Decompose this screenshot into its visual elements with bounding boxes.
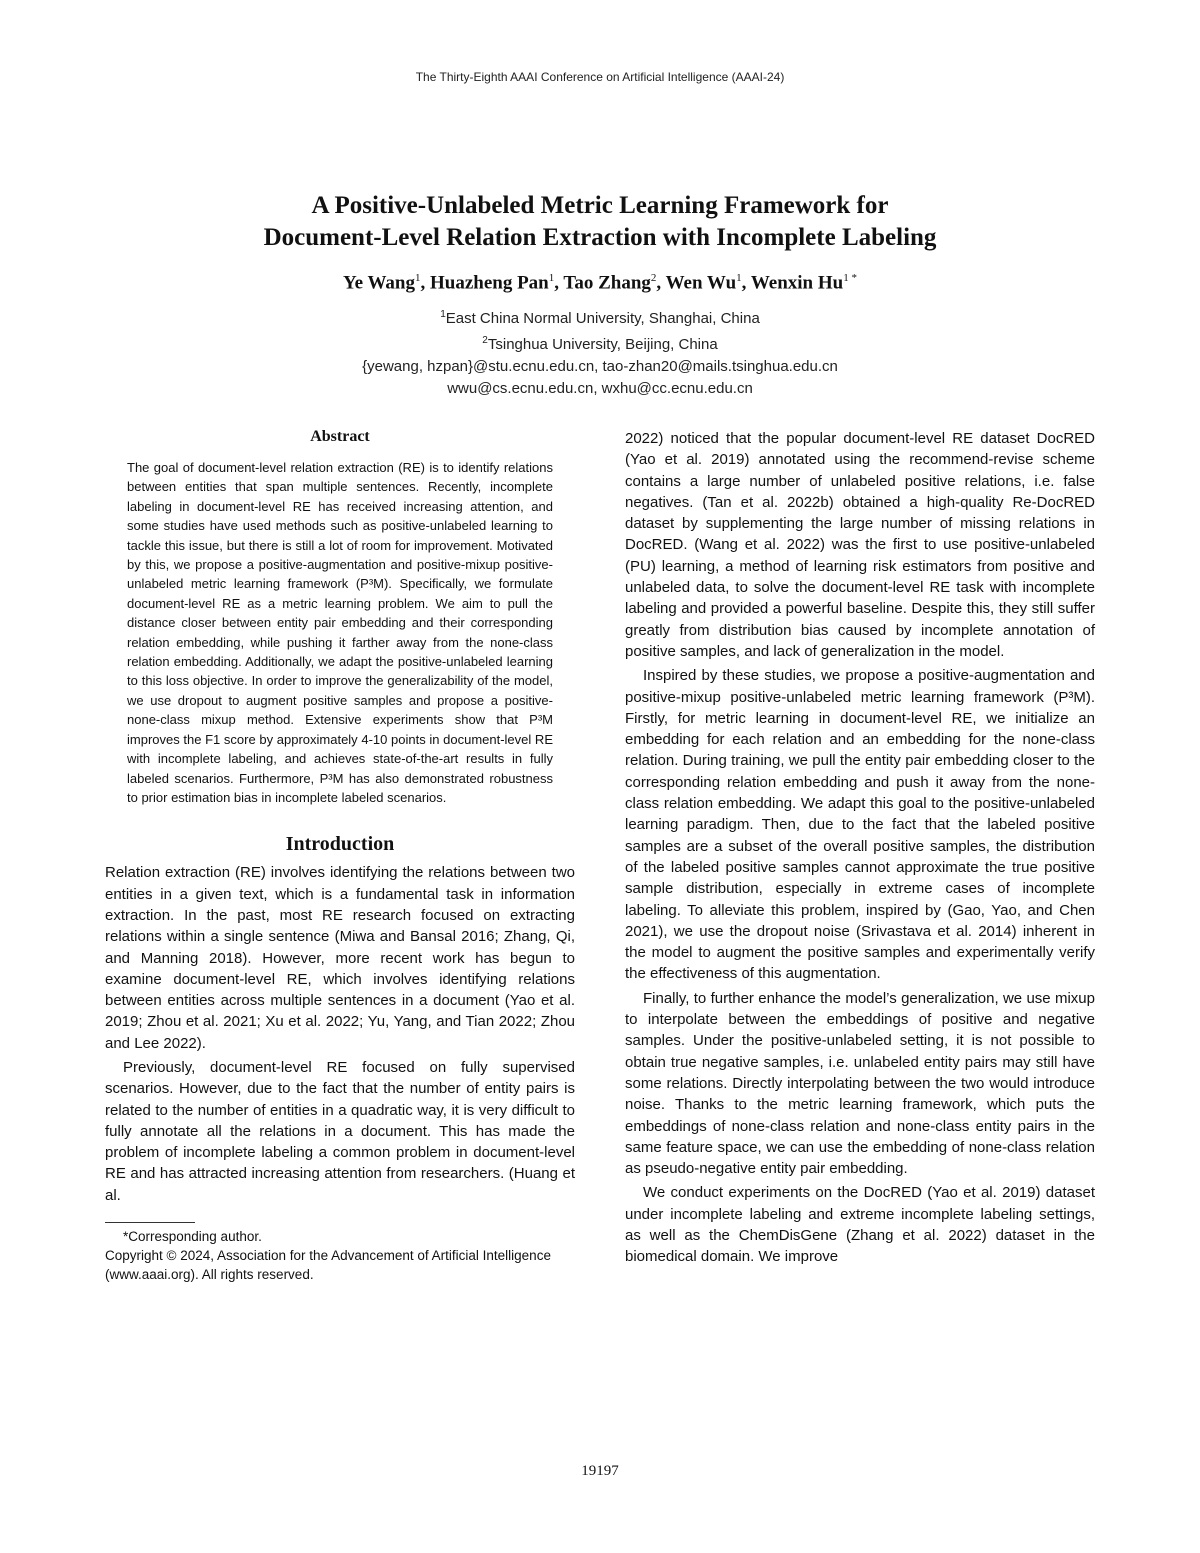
emails-line-1: {yewang, hzpan}@stu.ecnu.edu.cn, tao-zhan20@mails.tsinghua.edu.cn: [362, 358, 838, 375]
affiliation-2-sup: 2: [482, 335, 488, 346]
intro-paragraph-6: We conduct experiments on the DocRED (Yao et al. 2019) dataset under incomplete labeling and extreme incomplete labeling settings, as well as the ChemDisGene (Zhang et al. 2022) dataset in the biomedical domain. We improve: [625, 1184, 1095, 1266]
intro-paragraph-5: Finally, to further enhance the model’s generalization, we use mixup to interpolate between the embeddings of positive and negative samples. Under the positive-unlabeled setting, it is not possible to obtain true negative samples, i.e. unlabeled entity pairs may still have some relations. Directly interpolating between the two would introduce noise. Thanks to the metric learning framework, which puts the embeddings of none-class relation and none-class entity pairs in the same feature space, we can use the embedding of none-class relation as pseudo-negative entity pair embedding.: [625, 989, 1095, 1178]
author-list: [0, 272, 1200, 294]
footnote-divider: [105, 1222, 195, 1223]
author-2: , Huazheng Pan: [420, 272, 549, 294]
author-4-sup: 1: [736, 272, 742, 284]
emails-line-2: wwu@cs.ecnu.edu.cn, wxhu@cc.ecnu.edu.cn: [447, 380, 753, 397]
affiliation-1-text: East China Normal University, Shanghai, China: [445, 310, 760, 327]
abstract-text: The goal of document-level relation extraction (RE) is to identify relations between entities that span multiple sentences. Recently, incomplete labeling in document-level RE has received increasing attention, and some studies have used methods such as positive-unlabeled learning to tackle this issue, but there is still a lot of room for improvement. Motivated by this, we propose a positive-augmentation and positive-mixup positive-unlabeled metric learning framework (P³M). Specifically, we formulate document-level RE as a metric learning problem. We aim to pull the distance closer between entity pair embedding and their corresponding relation embedding, while pushing it farther away from the none-class relation embedding. Additionally, we adapt the positive-unlabeled learning to this loss objective. In order to improve the generalizability of the model, we use dropout to augment positive samples and propose a positive-none-class mixup method. Extensive experiments show that P³M improves the F1 score by approximately 4-10 points in document-level RE with incomplete labeling, and achieves state-of-the-art results in fully labeled scenarios. Furthermore, P³M has also demonstrated robustness to prior estimation bias in incomplete labeled scenarios.: [127, 460, 553, 805]
title-line-1: A Positive-Unlabeled Metric Learning Framework for: [311, 192, 889, 219]
author-5: , Wenxin Hu: [741, 272, 844, 294]
author-2-sup: 1: [548, 272, 555, 284]
intro-paragraph-2: Previously, document-level RE focused on fully supervised scenarios. However, due to the fact that the number of entity pairs is related to the number of entities in a quadratic way, it is very difficult to fully annotate all the relations in a document. This has made the problem of incomplete labeling a common problem in document-level RE and has attracted increasing attention from researchers. (Huang et al.: [105, 1058, 575, 1204]
author-1: Ye Wang: [343, 272, 415, 294]
affiliation-1: [0, 304, 1200, 330]
affiliation-2: [0, 330, 1200, 356]
intro-paragraph-1: Relation extraction (RE) involves identifying the relations between two entities in a given text, which is a fundamental task in information extraction. In the past, most RE research focused on extracting relations within a single sentence (Miwa and Bansal 2016; Zhang, Qi, and Manning 2018). However, more recent work has begun to examine document-level RE, which involves identifying relations between entities across multiple sentences in a document (Yao et al. 2019; Zhou et al. 2021; Xu et al. 2022; Yu, Yang, and Tian 2022; Zhou and Lee 2022).: [105, 864, 575, 1052]
intro-paragraph-4: Inspired by these studies, we propose a positive-augmentation and positive-mixup positive-unlabeled metric learning framework (P³M). Firstly, for metric learning in document-level RE, we initialize an embedding for each relation and an embedding for the none-class relation. During training, we pull the entity pair embedding closer to the corresponding relation embedding and push it away from the none-class relation embedding. We adapt this goal to the positive-unlabeled learning paradigm. Then, due to the fact that the labeled positive samples are a subset of the overall positive samples, the distribution of the labeled positive samples cannot approximate the true positive sample distribution, especially in extreme cases of incomplete labeling. To alleviate this problem, inspired by (Gao, Yao, and Chen 2021), we use the dropout noise (Srivastava et al. 2014) inherent in the model to augment the positive samples and experimentally verify the effectiveness of this augmentation.: [625, 667, 1095, 983]
author-3: , Tao Zhang: [554, 272, 651, 294]
page-number: 19197: [581, 1463, 619, 1479]
affiliation-2-text: Tsinghua University, Beijing, China: [487, 336, 718, 353]
affiliations: [0, 304, 1200, 400]
author-4: , Wen Wu: [656, 272, 737, 294]
author-3-sup: 2: [650, 272, 657, 284]
footnote-copyright: Copyright © 2024, Association for the Advancement of Artificial Intelligence (www.aaai.org). All rights reserved.: [105, 1248, 551, 1283]
left-column: [105, 428, 575, 1284]
intro-paragraph-3: 2022) noticed that the popular document-level RE dataset DocRED (Yao et al. 2019) annotated using the recommend-revise scheme contains a large number of unlabeled positive relations, i.e. false negatives. (Tan et al. 2022b) obtained a high-quality Re-DocRED dataset by supplementing the large number of missing relations in DocRED. (Wang et al. 2022) was the first to use positive-unlabeled (PU) learning, a method of learning risk estimators from positive and unlabeled data, to solve the document-level RE task with incomplete labeling and provided a powerful baseline. Despite this, they still suffer greatly from distribution bias caused by incomplete annotation of positive samples, and lack of generalization in the model.: [625, 430, 1095, 660]
right-column: [625, 428, 1095, 1268]
affiliation-1-sup: 1: [440, 309, 446, 320]
abstract-heading: Abstract: [310, 428, 370, 445]
paper-title: [0, 190, 1200, 254]
footnote-corresponding-author: *Corresponding author.: [123, 1229, 262, 1245]
author-1-sup: 1: [414, 272, 421, 284]
author-5-sup: 1 *: [843, 272, 857, 284]
title-line-2: Document-Level Relation Extraction with Incomplete Labeling: [263, 224, 937, 251]
introduction-heading: Introduction: [285, 833, 395, 856]
running-header: The Thirty-Eighth AAAI Conference on Artificial Intelligence (AAAI-24): [415, 70, 785, 84]
